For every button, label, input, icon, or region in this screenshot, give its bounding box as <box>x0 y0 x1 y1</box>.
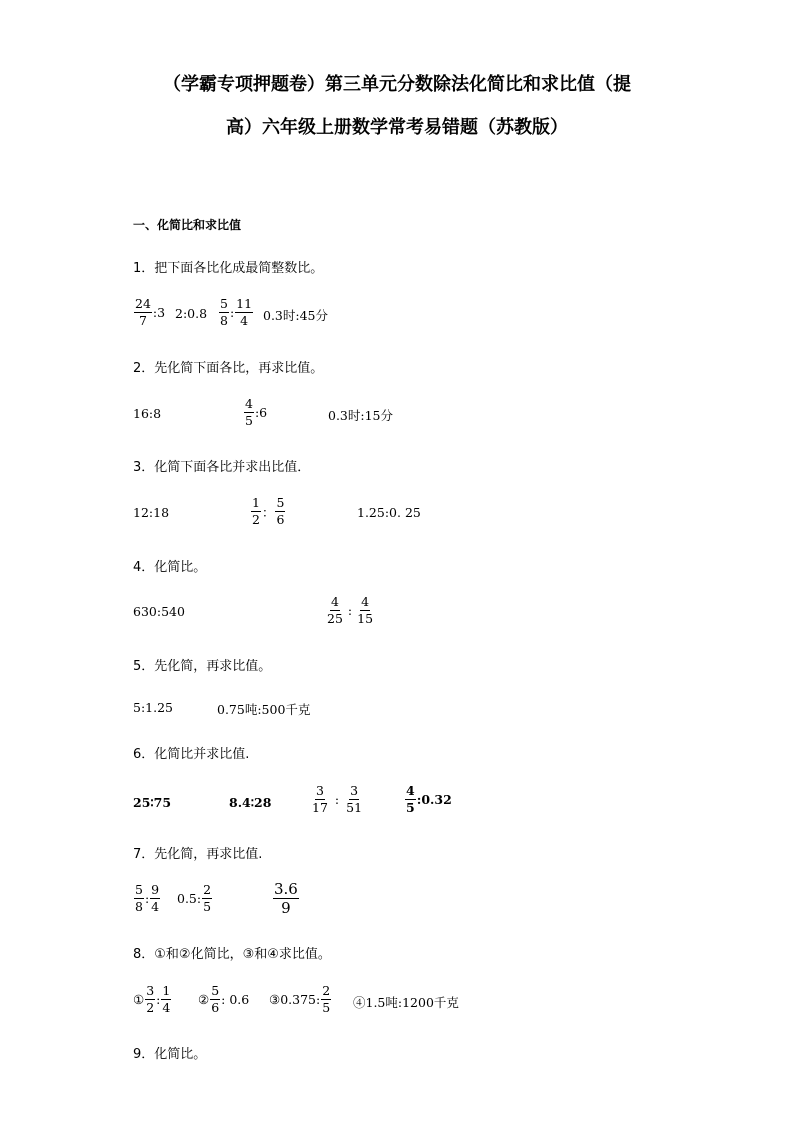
question-3-prompt: 3．化简下面各比并求出比值． <box>133 460 311 475</box>
fraction: $\frac{5}{6}$ <box>276 495 285 527</box>
fraction: $\frac{4}{15}$ <box>357 594 374 626</box>
fraction: $\frac{3}{17}$ <box>312 783 328 815</box>
q8-expr-b: ② $\frac{5}{6}$ : 0.6 <box>198 983 250 1015</box>
fraction: $\frac{4}{5}$ <box>406 783 415 815</box>
q6-expr-a: 25∶75 <box>133 795 172 810</box>
q8-expr-c: ③0.375: $\frac{2}{5}$ <box>269 983 331 1015</box>
question-4-prompt: 4．化简比。 <box>133 560 207 575</box>
fraction: $\frac{3}{2}$ <box>146 983 155 1015</box>
question-7-prompt: 7．先化简，再求比值. <box>133 847 263 862</box>
fraction: $\frac{2}{5}$ <box>322 983 331 1015</box>
fraction: $\frac{5}{6}$ <box>211 983 220 1015</box>
q8-expr-d: ④1.5吨:1200千克 <box>353 995 459 1010</box>
fraction: $\frac{2}{5}$ <box>203 882 212 914</box>
q7-expr-c <box>272 882 300 916</box>
fraction: $\frac{24}{7}$ <box>135 296 151 328</box>
question-6-prompt: 6．化简比并求比值. <box>133 747 250 762</box>
question-5-prompt: 5．先化简，再求比值。 <box>133 659 272 674</box>
document-title-line2: 高）六年级上册数学常考易错题（苏教版） <box>226 117 568 138</box>
fraction: $\frac{3}{51}$ <box>346 783 363 815</box>
q1-expr-a: $\frac{24}{7}$ :3 <box>135 296 166 328</box>
q5-expr-b: 0.75吨:500千克 <box>217 702 311 717</box>
question-8-prompt: 8．①和②化简比，③和④求比值。 <box>133 947 331 962</box>
q4-expr-a: 630:540 <box>133 604 185 619</box>
question-1-prompt: 1．把下面各比化成最简整数比。 <box>133 261 324 276</box>
fraction: $\frac{11}{4}$ <box>236 296 253 328</box>
q1-expr-b: 2:0.8 <box>175 306 208 321</box>
fraction: $\frac{5}{8}$ <box>220 296 228 328</box>
fraction: $\frac{3.6}{9}$ <box>274 880 298 917</box>
q3-expr-a: 12:18 <box>133 505 170 520</box>
question-2-prompt: 2．先化简下面各比，再求比值。 <box>133 361 324 376</box>
section-heading: 一、化简比和求比值 <box>133 218 242 232</box>
q6-expr-c: $\frac{3}{17}$ : $\frac{3}{51}$ <box>312 783 363 815</box>
fraction: $\frac{9}{4}$ <box>151 882 160 914</box>
q8-expr-a: ① $\frac{3}{2}$ : $\frac{1}{4}$ <box>133 983 171 1015</box>
fraction: $\frac{4}{5}$ <box>245 396 253 428</box>
q7-expr-a: $\frac{5}{8}$ : $\frac{9}{4}$ <box>135 882 160 914</box>
q2-expr-b: $\frac{4}{5}$ :6 <box>245 396 268 428</box>
q6-expr-b: 8.4∶28 <box>229 795 272 810</box>
fraction: $\frac{1}{2}$ <box>252 495 260 527</box>
question-9-prompt: 9．化简比。 <box>133 1047 207 1062</box>
q2-expr-c: 0.3时:15分 <box>328 408 393 423</box>
q5-expr-a: 5:1.25 <box>133 700 173 715</box>
fraction: $\frac{5}{8}$ <box>135 882 143 914</box>
q3-expr-b: $\frac{1}{2}$ ： $\frac{5}{6}$ <box>252 495 285 527</box>
q2-expr-a: 16:8 <box>133 406 162 421</box>
q1-expr-c: $\frac{5}{8}$ : $\frac{11}{4}$ <box>220 296 253 328</box>
q3-expr-c: 1.25:0. 25 <box>357 505 421 520</box>
document-title-line1: （学霸专项押题卷）第三单元分数除法化简比和求比值（提 <box>163 74 631 95</box>
q4-expr-b: $\frac{4}{25}$ : $\frac{4}{15}$ <box>327 594 374 626</box>
q1-expr-d: 0.3时:45分 <box>263 308 328 323</box>
q7-expr-b: 0.5: $\frac{2}{5}$ <box>177 882 212 914</box>
fraction: $\frac{1}{4}$ <box>162 983 171 1015</box>
fraction: $\frac{4}{25}$ <box>327 594 343 626</box>
q6-expr-d: $\frac{4}{5}$ :0.32 <box>406 783 452 815</box>
